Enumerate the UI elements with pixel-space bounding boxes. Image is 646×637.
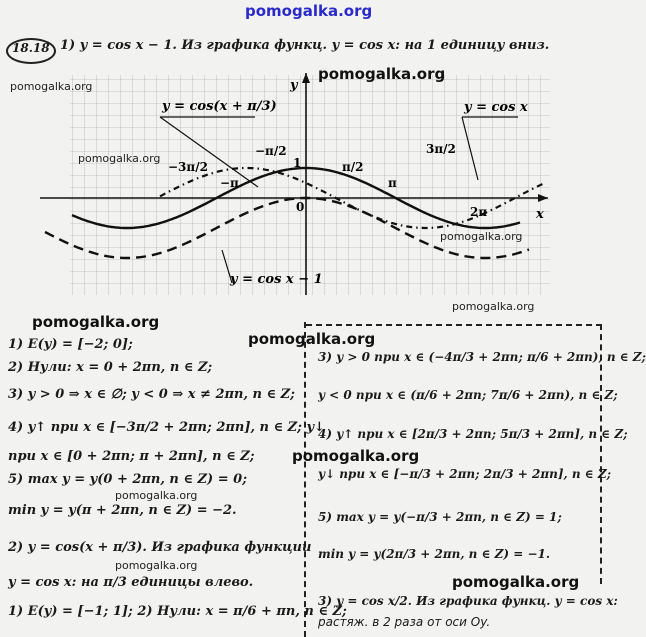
label-shift: y = cos(x + π/3) bbox=[162, 99, 277, 114]
left-line-1: 1) E(y) = [−2; 0]; bbox=[8, 337, 133, 352]
watermark-left-1: pomogalka.org bbox=[32, 313, 160, 331]
right-line-6: min y = y(2π/3 + 2πn, n ∈ Z) = −1. bbox=[318, 547, 551, 561]
watermark-left-3: pomogalka.org bbox=[115, 559, 198, 572]
watermark-top: pomogalka.org bbox=[245, 2, 373, 20]
label-minus1: y = cos x − 1 bbox=[230, 272, 323, 287]
label-cos: y = cos x bbox=[464, 100, 528, 115]
tick-zero: 0 bbox=[296, 200, 305, 214]
watermark-left-2: pomogalka.org bbox=[115, 489, 198, 502]
watermark-graph-bottom: pomogalka.org bbox=[452, 300, 535, 313]
axis-label-x: x bbox=[536, 207, 544, 222]
tick-neg-3pi2: −3π/2 bbox=[168, 160, 208, 174]
tick-3pi2: 3π/2 bbox=[426, 142, 456, 156]
right-line-5: 5) max y = y(−π/3 + 2πn, n ∈ Z) = 1; bbox=[318, 510, 562, 524]
right-line-7: 3) y = cos x/2. Из графика функц. y = cos x: bbox=[318, 594, 618, 608]
watermark-graph-left: pomogalka.org bbox=[10, 80, 93, 93]
left-line-9: y = cos x: на π/3 единицы влево. bbox=[8, 575, 254, 590]
right-line-4: y↓ при x ∈ [−π/3 + 2πn; 2π/3 + 2πn], n ∈ Z; bbox=[318, 467, 612, 481]
left-line-4: 4) y↑ при x ∈ [−3π/2 + 2πn; 2πn], n ∈ Z; y↓ bbox=[8, 420, 325, 435]
column-divider bbox=[304, 322, 306, 637]
right-line-3: 4) y↑ при x ∈ [2π/3 + 2πn; 5π/3 + 2πn], n ∈ Z; bbox=[318, 427, 628, 441]
watermark-right-1: pomogalka.org bbox=[248, 330, 376, 348]
watermark-right-2: pomogalka.org bbox=[292, 447, 420, 465]
tick-pi: π bbox=[388, 176, 397, 190]
tick-pi2: π/2 bbox=[342, 160, 364, 174]
axis-label-y: y bbox=[290, 78, 298, 93]
watermark-graph-mid: pomogalka.org bbox=[78, 152, 161, 165]
watermark-right-3: pomogalka.org bbox=[452, 573, 580, 591]
right-line-2: y < 0 при x ∈ (π/6 + 2πn; 7π/6 + 2πn), n ∈ Z; bbox=[318, 388, 618, 402]
watermark-graph-right: pomogalka.org bbox=[440, 230, 523, 243]
right-line-8: растяж. в 2 раза от оси Oy. bbox=[318, 615, 491, 629]
left-line-3: 3) y > 0 ⇒ x ∈ ∅; y < 0 ⇒ x ≠ 2πn, n ∈ Z; bbox=[8, 387, 295, 402]
tick-one: 1 bbox=[293, 156, 302, 170]
tick-2pi: 2π bbox=[470, 205, 488, 219]
tick-neg-pi: −π bbox=[220, 176, 239, 190]
left-line-10: 1) E(y) = [−1; 1]; 2) Нули: x = π/6 + πn, n ∈ Z; bbox=[8, 604, 347, 619]
right-top-rule bbox=[306, 324, 602, 326]
left-line-2: 2) Нули: x = 0 + 2πn, n ∈ Z; bbox=[8, 360, 213, 375]
tick-neg-pi2: −π/2 bbox=[255, 144, 287, 158]
left-line-7: min y = y(π + 2πn, n ∈ Z) = −2. bbox=[8, 503, 237, 518]
watermark-graph-top: pomogalka.org bbox=[318, 65, 446, 83]
task-number: 18.18 bbox=[12, 41, 50, 55]
task-line1: 1) y = cos x − 1. Из графика функц. y = cos x: на 1 единицу вниз. bbox=[60, 38, 550, 53]
left-line-6: 5) max y = y(0 + 2πn, n ∈ Z) = 0; bbox=[8, 472, 247, 487]
left-line-5: при x ∈ [0 + 2πn; π + 2πn], n ∈ Z; bbox=[8, 449, 255, 464]
left-line-8: 2) y = cos(x + π/3). Из графика функции bbox=[8, 540, 312, 555]
right-line-1: 3) y > 0 при x ∈ (−4π/3 + 2πn; π/6 + 2πn), n ∈ Z; bbox=[318, 350, 646, 364]
